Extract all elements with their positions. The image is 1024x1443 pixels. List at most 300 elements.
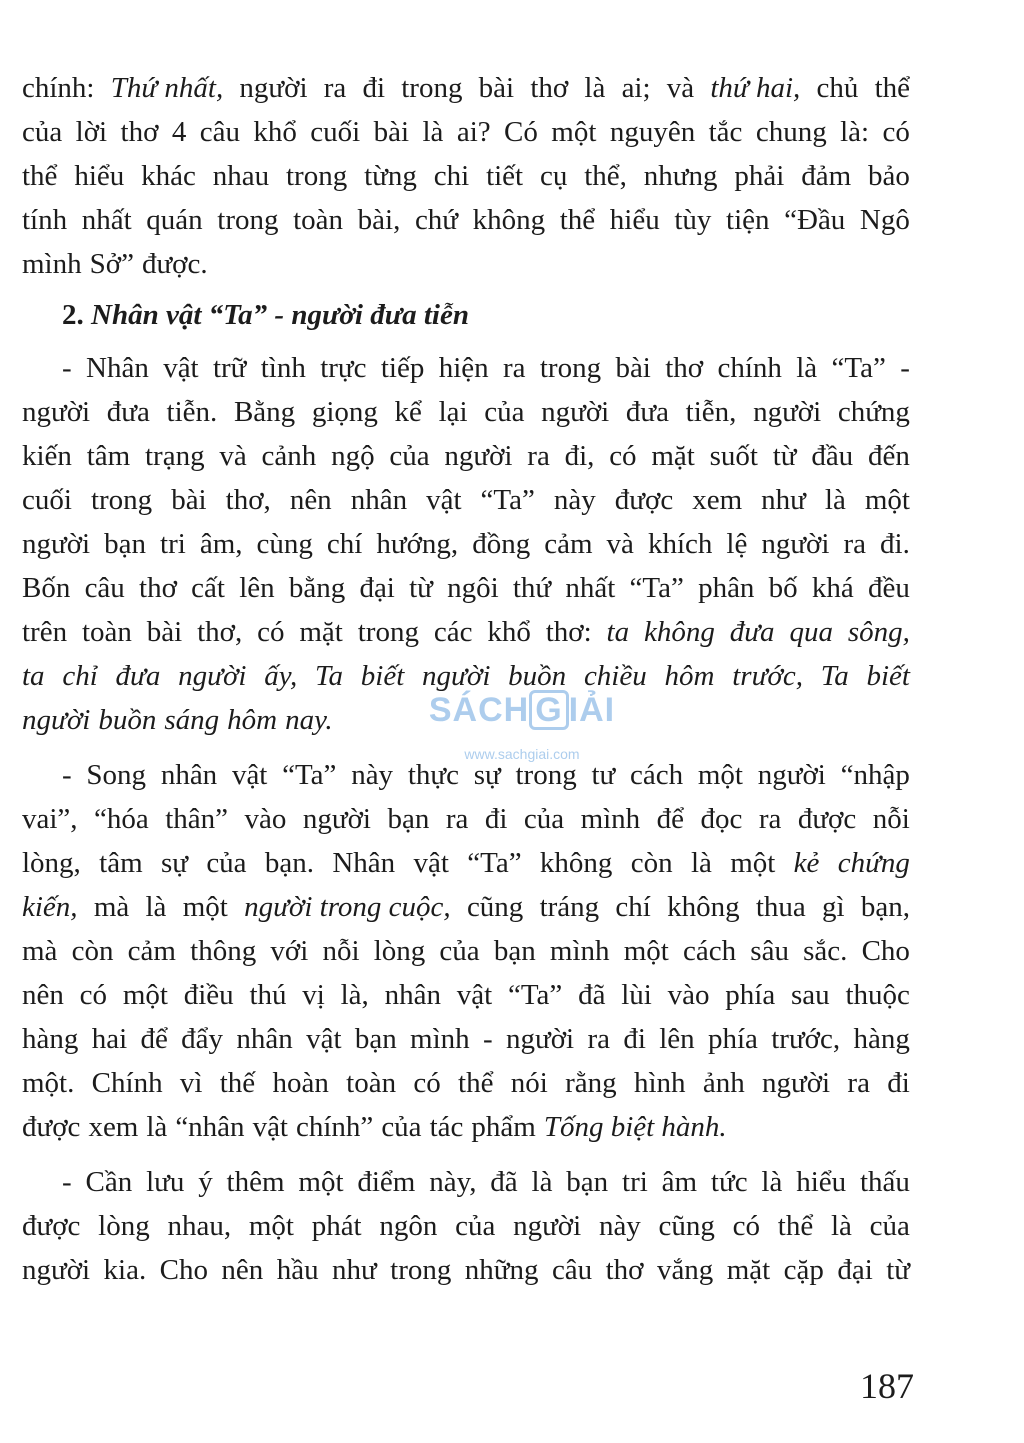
word: Ta bbox=[820, 660, 849, 692]
word: đại bbox=[837, 1254, 873, 1286]
word: kiến, bbox=[22, 891, 78, 923]
word: một bbox=[623, 935, 669, 967]
text-line bbox=[22, 522, 910, 566]
word: tri bbox=[622, 1166, 648, 1198]
word: một bbox=[697, 759, 743, 791]
word: tiếp bbox=[380, 352, 425, 384]
word: có bbox=[257, 616, 285, 648]
word: lời bbox=[75, 116, 108, 148]
section-number: 2. bbox=[62, 299, 84, 331]
word: thứ bbox=[512, 572, 552, 604]
word: một bbox=[122, 979, 168, 1011]
text-line bbox=[22, 610, 910, 654]
word: lên bbox=[659, 1023, 695, 1055]
word: thơ bbox=[605, 1254, 644, 1286]
word: phía bbox=[707, 1023, 758, 1055]
word: chủ bbox=[816, 72, 859, 104]
word: thực bbox=[407, 759, 459, 791]
word: không bbox=[643, 616, 715, 648]
word: khác bbox=[141, 160, 196, 192]
word: vật bbox=[252, 1111, 288, 1143]
word: ảnh bbox=[702, 1067, 745, 1099]
word: này bbox=[553, 484, 596, 516]
word: vật bbox=[413, 847, 449, 879]
word: cảm bbox=[544, 528, 593, 560]
word: vai”, bbox=[22, 803, 78, 835]
word: câu bbox=[199, 116, 240, 148]
word: thú bbox=[249, 979, 287, 1011]
word: thứ hai, bbox=[710, 72, 801, 104]
text-line bbox=[22, 973, 910, 1017]
word: tắc bbox=[708, 116, 743, 148]
word: toàn bbox=[346, 1067, 397, 1099]
word: có bbox=[732, 1210, 761, 1242]
word: trực bbox=[320, 352, 367, 384]
word: vật bbox=[426, 484, 462, 516]
word: “Ta” bbox=[831, 352, 886, 384]
paragraph-3 bbox=[22, 753, 910, 1149]
word: Bằng bbox=[233, 396, 296, 428]
text-line bbox=[22, 154, 910, 198]
word: nay. bbox=[285, 704, 333, 736]
word: thơ, bbox=[197, 616, 243, 648]
watermark-logo: SÁCH G IẢI bbox=[428, 691, 616, 729]
word: “nhân bbox=[175, 1111, 245, 1143]
text-line bbox=[22, 797, 910, 841]
word: Chính bbox=[91, 1067, 163, 1099]
word: gì bbox=[822, 891, 845, 923]
word: chính” bbox=[296, 1111, 374, 1143]
word: bố bbox=[768, 572, 798, 604]
word: âm, bbox=[199, 528, 243, 560]
text-line bbox=[22, 698, 910, 742]
word: sự bbox=[160, 847, 188, 879]
word: chỉ bbox=[62, 660, 98, 692]
word: - bbox=[62, 352, 72, 384]
word: là bbox=[145, 891, 167, 923]
word: được bbox=[22, 1111, 81, 1143]
word: người bbox=[757, 759, 826, 791]
word: cách bbox=[682, 935, 737, 967]
word: kể bbox=[394, 396, 422, 428]
word: một bbox=[182, 891, 228, 923]
word: một bbox=[248, 1210, 294, 1242]
word: là bbox=[796, 352, 818, 384]
word: là bbox=[531, 1166, 553, 1198]
word: một bbox=[298, 1166, 344, 1198]
word: ra bbox=[445, 803, 469, 835]
word: mà bbox=[93, 891, 130, 923]
word: từ bbox=[409, 572, 433, 604]
word: là bbox=[761, 1166, 783, 1198]
word: chí bbox=[326, 528, 363, 560]
word: bạn bbox=[566, 1166, 609, 1198]
word: trên bbox=[22, 616, 68, 648]
word: nên bbox=[289, 484, 332, 516]
word: trạng bbox=[145, 440, 205, 472]
word: mặt bbox=[726, 1254, 771, 1286]
word: khổ bbox=[253, 116, 297, 148]
text-line bbox=[22, 566, 910, 610]
word: tri bbox=[160, 528, 186, 560]
text-line bbox=[22, 929, 910, 973]
word: trong bbox=[401, 72, 463, 104]
word: sông, bbox=[847, 616, 910, 648]
word: thơ bbox=[530, 72, 569, 104]
word: bạn bbox=[387, 803, 430, 835]
word: âm bbox=[661, 1166, 698, 1198]
word: thuộc bbox=[845, 979, 910, 1011]
text-line bbox=[22, 198, 910, 242]
word: Ngô bbox=[859, 204, 910, 236]
word: bạn bbox=[493, 935, 536, 967]
word: ra bbox=[527, 440, 550, 472]
word: đồng bbox=[472, 528, 531, 560]
word: trong bbox=[390, 1254, 452, 1286]
word: của bbox=[22, 116, 63, 148]
paragraph-spacer bbox=[22, 742, 910, 753]
word: tâm bbox=[99, 847, 143, 879]
word: Bốn bbox=[22, 572, 71, 604]
word: nguyên bbox=[609, 116, 696, 148]
word: hầu bbox=[276, 1254, 319, 1286]
word: lòng, bbox=[22, 847, 81, 879]
word: cảm bbox=[127, 935, 176, 967]
word: đã bbox=[578, 979, 606, 1011]
paragraph-4 bbox=[22, 1160, 910, 1292]
word: đưa bbox=[729, 616, 775, 648]
word: chứng bbox=[837, 396, 910, 428]
word: mình bbox=[410, 1023, 470, 1055]
word: biết bbox=[360, 660, 405, 692]
word: lại bbox=[438, 396, 468, 428]
word: câu bbox=[551, 1254, 593, 1286]
word: này, bbox=[429, 1166, 477, 1198]
text-line bbox=[22, 1061, 910, 1105]
word: ta bbox=[606, 616, 630, 648]
word: người bbox=[22, 1254, 91, 1286]
word: đưa bbox=[106, 396, 150, 428]
word: thể bbox=[874, 72, 910, 104]
word: ngôi bbox=[447, 572, 499, 604]
word: vì bbox=[179, 1067, 203, 1099]
word: có bbox=[609, 440, 637, 472]
word: lên bbox=[239, 572, 275, 604]
word: “Ta” bbox=[282, 759, 337, 791]
word: đảm bbox=[801, 160, 852, 192]
word: sáng bbox=[164, 704, 220, 736]
word: người bbox=[753, 396, 822, 428]
word: cách bbox=[629, 759, 684, 791]
word: của bbox=[206, 847, 247, 879]
word: đẩy bbox=[181, 1023, 224, 1055]
word: ấy, bbox=[264, 660, 298, 692]
word: vật bbox=[306, 1023, 342, 1055]
word: ra bbox=[843, 528, 867, 560]
text-line bbox=[22, 885, 910, 929]
word: nhất bbox=[81, 204, 132, 236]
word: này bbox=[598, 1210, 641, 1242]
word: được bbox=[22, 1210, 81, 1242]
word: toàn bbox=[81, 616, 132, 648]
word: được bbox=[614, 484, 674, 516]
word: hai bbox=[91, 1023, 128, 1055]
word: nên bbox=[221, 1254, 264, 1286]
word: hiểu bbox=[609, 204, 660, 236]
word: nhân bbox=[236, 1023, 293, 1055]
section-heading bbox=[22, 293, 910, 337]
word: bài, bbox=[357, 204, 401, 236]
word: Cho bbox=[861, 935, 910, 967]
text-line bbox=[22, 1160, 910, 1204]
text-line bbox=[22, 110, 910, 154]
word: là bbox=[824, 484, 846, 516]
text-line bbox=[22, 66, 910, 110]
word: hoàn bbox=[272, 1067, 329, 1099]
word: của bbox=[455, 1210, 496, 1242]
text-line bbox=[22, 841, 910, 885]
word: sâu bbox=[750, 935, 789, 967]
word: đi bbox=[484, 803, 508, 835]
word: mặt bbox=[651, 440, 695, 472]
word: thấu bbox=[859, 1166, 910, 1198]
word: nhân bbox=[384, 979, 441, 1011]
word: Thứ nhất, bbox=[110, 72, 224, 104]
word: một bbox=[551, 116, 597, 148]
word: bài bbox=[478, 72, 515, 104]
word: chính: bbox=[22, 72, 95, 104]
word: - bbox=[62, 759, 72, 791]
word: nhất bbox=[565, 572, 616, 604]
word: người bbox=[22, 704, 91, 736]
word: tiễn. bbox=[166, 396, 218, 428]
word: thể bbox=[777, 1210, 814, 1242]
word: người bbox=[444, 440, 513, 472]
word: trong bbox=[286, 160, 348, 192]
word: chung bbox=[755, 116, 827, 148]
word: ra bbox=[847, 1067, 870, 1099]
word: lệ bbox=[726, 528, 748, 560]
word: tức bbox=[710, 1166, 748, 1198]
word: trong bbox=[90, 484, 153, 516]
word: đưa bbox=[115, 660, 161, 692]
word: cuối bbox=[22, 484, 72, 516]
word: tiện bbox=[726, 204, 770, 236]
word: phía bbox=[725, 979, 776, 1011]
word: không bbox=[539, 847, 613, 879]
word: không bbox=[472, 204, 546, 236]
word: trong bbox=[217, 204, 279, 236]
word: ra bbox=[323, 72, 347, 104]
word: kiến bbox=[22, 440, 72, 472]
word: vào bbox=[667, 979, 710, 1011]
word: câu bbox=[84, 572, 125, 604]
word: biết bbox=[866, 660, 910, 692]
word: bạn, bbox=[860, 891, 910, 923]
word: chiều bbox=[583, 660, 647, 692]
word: để bbox=[140, 1023, 168, 1055]
word: Cần bbox=[85, 1166, 133, 1198]
word: tiễn, bbox=[685, 396, 737, 428]
word: “hóa bbox=[94, 803, 149, 835]
word: hiểu bbox=[74, 160, 125, 192]
word: điều bbox=[183, 979, 234, 1011]
word: ngôn bbox=[379, 1210, 438, 1242]
word: thơ bbox=[665, 352, 704, 384]
word: nhau, bbox=[167, 1210, 232, 1242]
word: kia. bbox=[103, 1254, 147, 1286]
word: trong bbox=[515, 759, 577, 791]
word: người bbox=[302, 803, 371, 835]
word: một bbox=[864, 484, 910, 516]
word: như bbox=[332, 1254, 377, 1286]
word: hàng bbox=[853, 1023, 910, 1055]
word: có bbox=[882, 116, 910, 148]
word: thơ: bbox=[545, 616, 592, 648]
word: thua bbox=[755, 891, 806, 923]
word: là, bbox=[340, 979, 369, 1011]
word: của bbox=[439, 935, 480, 967]
word: bài bbox=[171, 484, 207, 516]
word: đưa bbox=[625, 396, 669, 428]
word: mặt bbox=[299, 616, 343, 648]
word: tính bbox=[22, 204, 68, 236]
word: là: bbox=[840, 116, 870, 148]
word: nói bbox=[510, 1067, 548, 1099]
text-line bbox=[22, 1017, 910, 1061]
word: người bbox=[239, 72, 308, 104]
word: đi bbox=[887, 1067, 910, 1099]
word: cũng bbox=[466, 891, 524, 923]
word: có bbox=[413, 1067, 441, 1099]
word: “Đầu bbox=[784, 204, 846, 236]
word: lùi bbox=[621, 979, 652, 1011]
word: - bbox=[62, 1166, 72, 1198]
word: đi, bbox=[564, 440, 595, 472]
word: là bbox=[830, 1210, 852, 1242]
word: là bbox=[584, 72, 606, 104]
word: thơ bbox=[139, 572, 177, 604]
word: là bbox=[422, 116, 444, 148]
word: ai? bbox=[456, 116, 491, 148]
word: nhân bbox=[350, 484, 408, 516]
text-line bbox=[22, 753, 910, 797]
word: đã bbox=[490, 1166, 518, 1198]
word: như bbox=[761, 484, 806, 516]
word: nỗi bbox=[322, 935, 360, 967]
word: điểm bbox=[357, 1166, 416, 1198]
word: giọng bbox=[311, 396, 378, 428]
word: nỗi bbox=[872, 803, 910, 835]
word: vào bbox=[244, 803, 287, 835]
word: thế bbox=[219, 1067, 256, 1099]
word: nhau bbox=[212, 160, 270, 192]
word: lưu bbox=[146, 1166, 185, 1198]
word: ra bbox=[587, 1023, 610, 1055]
word: trước, bbox=[732, 660, 803, 692]
word: đi. bbox=[880, 528, 910, 560]
word: buồn bbox=[98, 704, 157, 736]
word: vật bbox=[231, 759, 268, 791]
word: mình bbox=[22, 248, 82, 280]
word: trữ bbox=[212, 352, 247, 384]
word: khích bbox=[647, 528, 713, 560]
word: người bbox=[178, 660, 247, 692]
word: thể bbox=[458, 1067, 494, 1099]
word: thơ, bbox=[225, 484, 271, 516]
word: cùng bbox=[256, 528, 313, 560]
word: phát bbox=[311, 1210, 362, 1242]
word: đọc bbox=[700, 803, 743, 835]
word: ra bbox=[758, 803, 782, 835]
word: hàng bbox=[22, 1023, 79, 1055]
word: “Ta” bbox=[629, 572, 684, 604]
word: thân” bbox=[165, 803, 229, 835]
word: mà bbox=[22, 935, 58, 967]
word: - bbox=[483, 1023, 493, 1055]
word: trong bbox=[357, 616, 419, 648]
word: ra bbox=[503, 352, 526, 384]
word: chứng bbox=[837, 847, 910, 879]
word: bài bbox=[373, 116, 410, 148]
word: người bbox=[506, 1023, 575, 1055]
word: “Ta” bbox=[480, 484, 535, 516]
text-line bbox=[22, 1204, 910, 1248]
word: ai; bbox=[621, 72, 651, 104]
word: khá bbox=[811, 572, 854, 604]
text-line bbox=[22, 654, 910, 698]
word: hôm bbox=[664, 660, 715, 692]
word: người bbox=[22, 528, 91, 560]
paragraph-spacer bbox=[22, 1149, 910, 1160]
word: là bbox=[690, 847, 712, 879]
word: xem bbox=[88, 1111, 139, 1143]
word: một bbox=[730, 847, 776, 879]
word: tư bbox=[591, 759, 616, 791]
word: này bbox=[351, 759, 394, 791]
word: từ bbox=[886, 1254, 910, 1286]
word: hiện bbox=[438, 352, 489, 384]
text-line bbox=[22, 1248, 910, 1292]
body-text bbox=[22, 66, 910, 1292]
text-line bbox=[22, 242, 910, 286]
word: lòng bbox=[98, 1210, 150, 1242]
word: phải bbox=[734, 160, 785, 192]
word: thêm bbox=[226, 1166, 285, 1198]
word: người bbox=[762, 1067, 831, 1099]
word: Ta bbox=[315, 660, 344, 692]
word: Cho bbox=[159, 1254, 208, 1286]
text-line bbox=[22, 346, 910, 390]
word: ta bbox=[22, 660, 45, 692]
text-line bbox=[22, 434, 910, 478]
word: nhưng bbox=[643, 160, 718, 192]
word: sau bbox=[791, 979, 830, 1011]
text-line bbox=[22, 1105, 910, 1149]
word: người bbox=[541, 396, 610, 428]
word: vị bbox=[302, 979, 325, 1011]
word: và bbox=[219, 440, 247, 472]
word: tình bbox=[260, 352, 306, 384]
word: của bbox=[523, 803, 565, 835]
word: chính bbox=[717, 352, 782, 384]
word: đến bbox=[867, 440, 910, 472]
word: cụ bbox=[539, 160, 568, 192]
word: bằng bbox=[288, 572, 346, 604]
word: đầu bbox=[811, 440, 854, 472]
word: bạn. bbox=[264, 847, 315, 879]
word: “Ta” bbox=[507, 979, 563, 1011]
